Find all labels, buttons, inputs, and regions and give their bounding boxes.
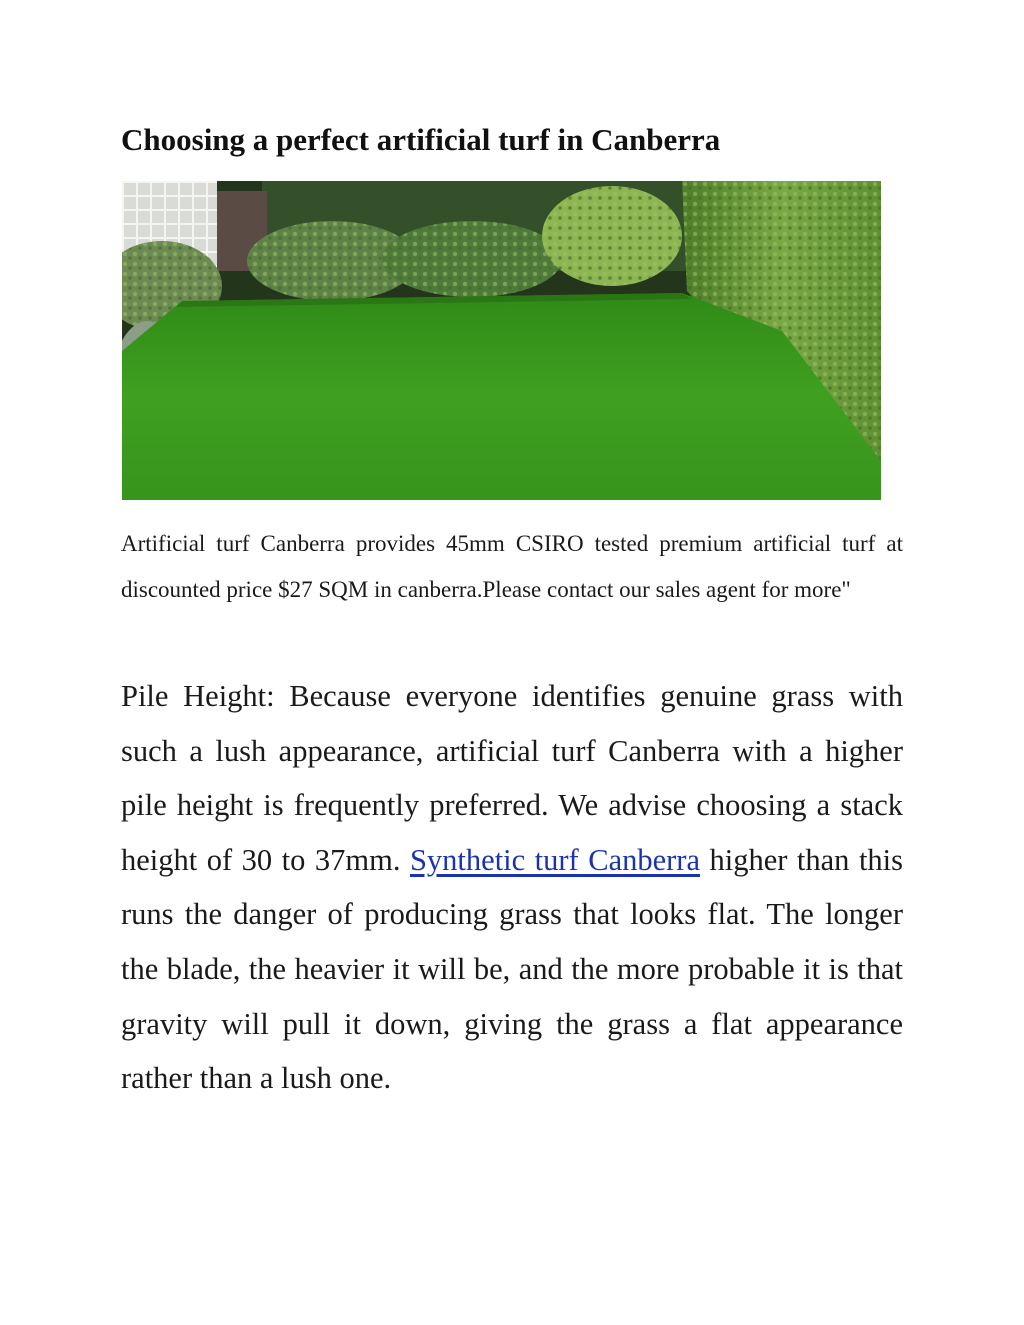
intro-paragraph: Artificial turf Canberra provides 45mm CSIRO tested premium artificial turf at discounted price $27 SQM in canberra.Please contact our sales agent for more" <box>121 531 903 602</box>
paragraph-text-end: higher than this runs the danger of producing grass that looks flat. The longer the blade, the heavier it will be, and the more probable it is that gravity will pull it down, giving the grass a flat appearance rather than a lush one. <box>121 842 904 1096</box>
pile-height-paragraph <box>121 669 903 1106</box>
paragraph-text-start: Pile Height: Because everyone identifies genuine grass with such a lush appearance, artificial turf Canberra with a higher pile height is frequently preferred. We advise choosing a stack height of 30 to 37mm. <box>121 679 903 877</box>
synthetic-turf-canberra-link[interactable]: Synthetic turf Canberra <box>409 842 700 877</box>
page-title: Choosing a perfect artificial turf in Canberra <box>121 122 721 157</box>
artificial-turf-garden-image <box>122 181 881 500</box>
